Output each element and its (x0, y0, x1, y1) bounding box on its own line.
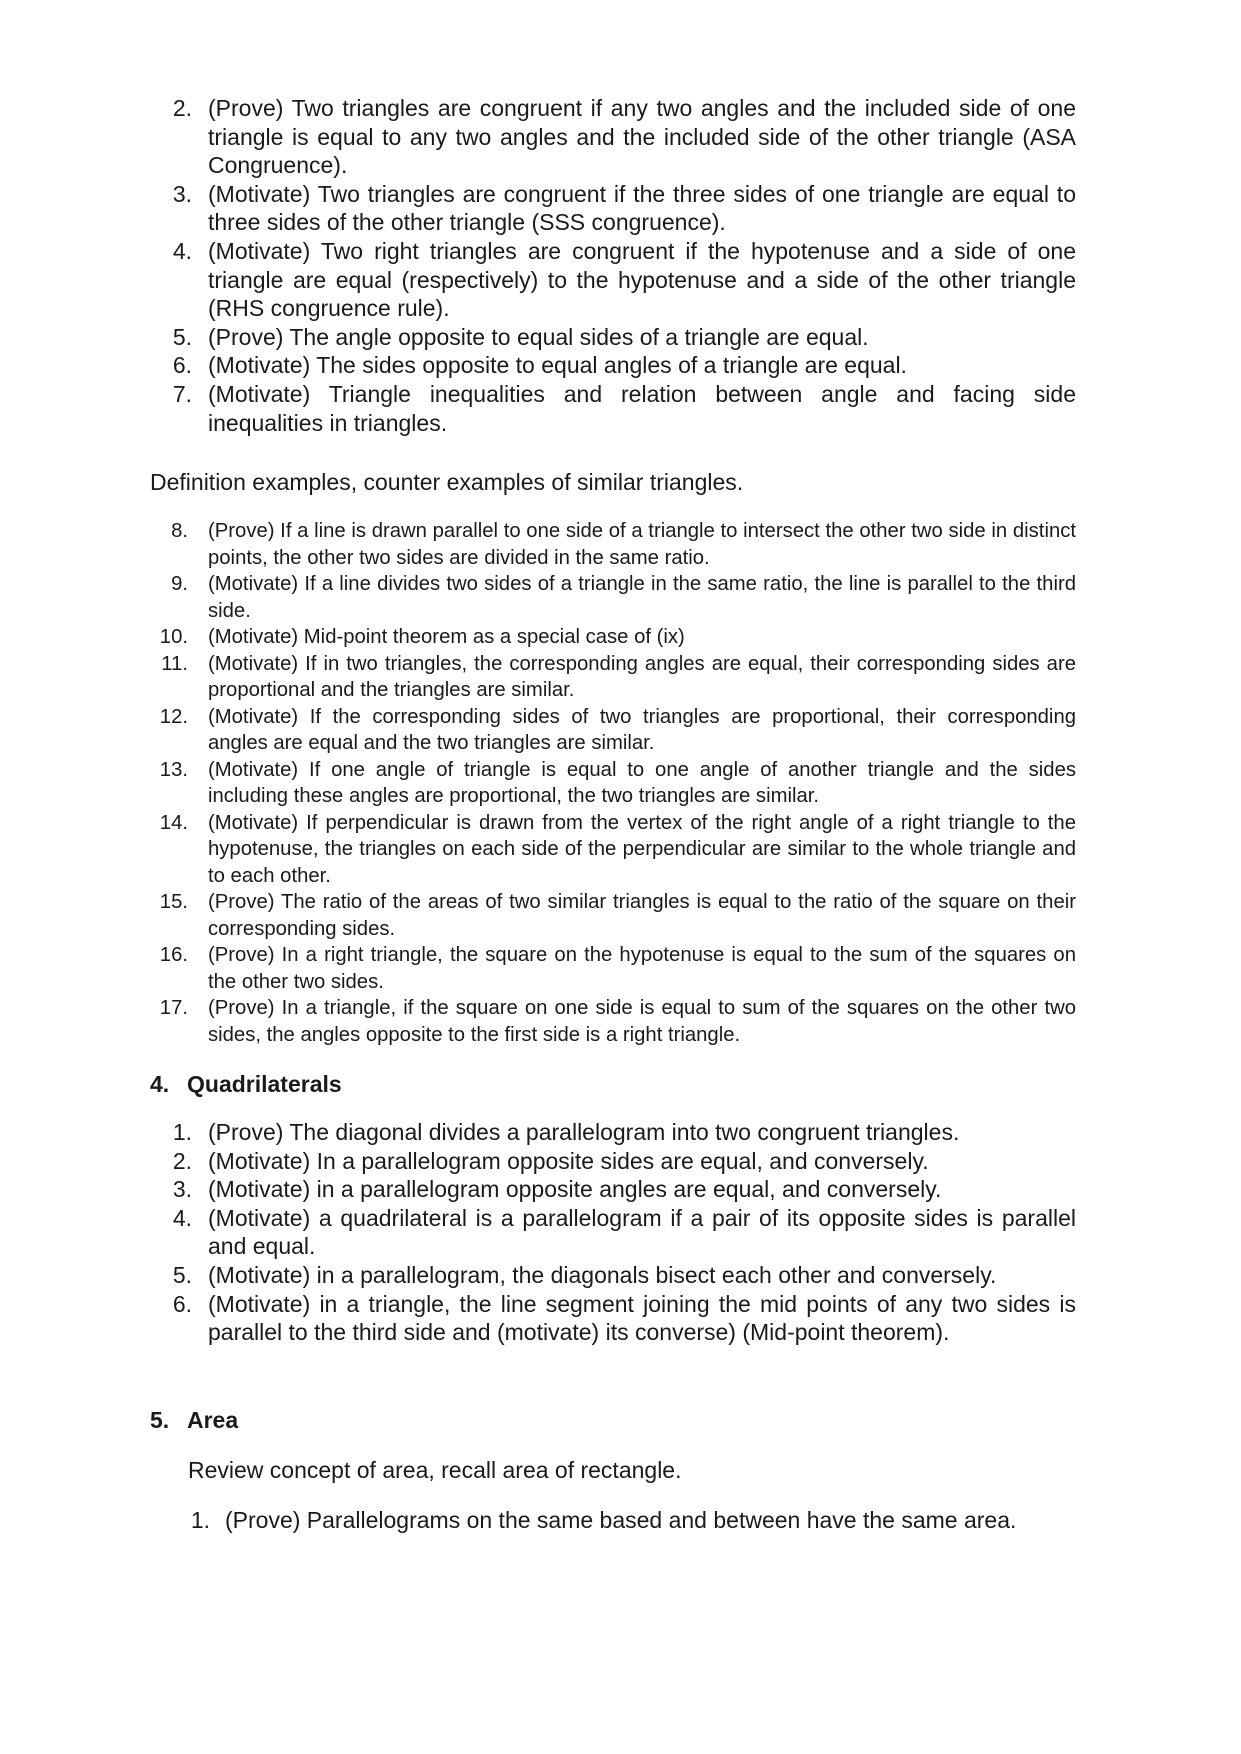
list-item (166, 1204, 1076, 1261)
list-item (158, 518, 1076, 571)
list-item (158, 624, 1076, 651)
section-number: 4. (150, 1071, 170, 1097)
list-item (158, 651, 1076, 704)
list-item (166, 1147, 1076, 1176)
item-text: (Motivate) The sides opposite to equal angles of a triangle are equal. (208, 352, 907, 379)
item-number: 17. (159, 997, 188, 1019)
item-number: 9. (171, 573, 188, 595)
list-item (166, 351, 1076, 380)
item-text: (Prove) The ratio of the areas of two similar triangles is equal to the ratio of the square on their corresponding sides. (208, 891, 1076, 940)
section-title: Area (187, 1407, 239, 1433)
item-number: 8. (171, 520, 188, 542)
list-item (158, 810, 1076, 890)
list-item (166, 323, 1076, 352)
item-text: (Motivate) a quadrilateral is a parallelogram if a pair of its opposite sides is parallel and equal. (208, 1204, 1076, 1260)
item-number: 10. (159, 626, 188, 648)
item-text: (Prove) In a triangle, if the square on one side is equal to sum of the squares on the other two sides, the angles opposite to the first side is a right triangle. (208, 997, 1076, 1046)
item-text: (Motivate) Mid-point theorem as a special case of (ix) (208, 626, 685, 648)
item-number: 3. (172, 180, 192, 207)
item-number: 5. (172, 1261, 192, 1288)
item-number: 11. (161, 652, 188, 675)
item-text: (Motivate) in a parallelogram opposite angles are equal, and conversely. (208, 1176, 942, 1203)
item-number: 7. (172, 380, 192, 407)
item-number: 15. (159, 891, 188, 913)
item-number: 2. (172, 95, 192, 121)
item-text: (Motivate) If in two triangles, the corresponding angles are equal, their corresponding sides are proportional and the triangles are similar. (208, 652, 1076, 701)
item-number: 6. (172, 1290, 192, 1317)
item-number: 5. (172, 323, 192, 350)
item-text: (Motivate) In a parallelogram opposite sides are equal, and conversely. (208, 1147, 929, 1174)
list-item (166, 237, 1076, 323)
item-number: 2. (172, 1147, 192, 1174)
item-number: 1. (190, 1507, 210, 1533)
item-text: (Prove) In a right triangle, the square on the hypotenuse is equal to the sum of the squares on the other two sides. (208, 944, 1076, 993)
list-item (185, 1506, 1076, 1535)
item-text: (Motivate) If the corresponding sides of two triangles are proportional, their corresponding angles are equal and the two triangles are similar. (208, 705, 1076, 754)
list-item (158, 942, 1076, 995)
item-text: (Prove) The angle opposite to equal sides of a triangle are equal. (208, 323, 869, 350)
item-text: (Motivate) in a triangle, the line segment joining the mid points of any two sides is parallel to the third side and (motivate) its converse) (Mid-point theorem). (208, 1290, 1076, 1346)
item-number: 14. (159, 811, 188, 834)
item-number: 3. (172, 1176, 192, 1203)
section-title: Quadrilaterals (187, 1071, 342, 1097)
item-number: 4. (172, 1204, 192, 1231)
quadrilaterals-list (166, 1118, 1076, 1347)
similar-triangles-list (158, 518, 1076, 1048)
list-item (166, 1261, 1076, 1290)
list-item (158, 889, 1076, 942)
item-text: (Motivate) If perpendicular is drawn from the vertex of the right angle of a right triangle to the hypotenuse, the triangles on each side of the perpendicular are similar to the whole triangle and to each other. (208, 811, 1076, 887)
definition-line: Definition examples, counter examples of similar triangles. (150, 469, 744, 495)
item-text: (Motivate) Two right triangles are congruent if the hypotenuse and a side of one triangle are equal (respectively) to the hypotenuse and a side of the other triangle (RHS congruence rule). (208, 237, 1076, 322)
item-number: 13. (159, 758, 188, 781)
review-line: Review concept of area, recall area of rectangle. (188, 1457, 682, 1483)
item-text: (Prove) Two triangles are congruent if any two angles and the included side of one triangle is equal to any two angles and the included side of the other triangle (ASA Congruence). (208, 95, 1076, 179)
item-number: 6. (172, 352, 192, 379)
item-text: (Prove) If a line is drawn parallel to one side of a triangle to intersect the other two side in distinct points, the other two sides are divided in the same ratio. (208, 520, 1076, 569)
list-item (166, 94, 1076, 180)
area-list (185, 1506, 1076, 1535)
list-item (158, 571, 1076, 624)
list-item (158, 757, 1076, 810)
item-number: 16. (159, 944, 188, 966)
item-number: 12. (159, 705, 188, 728)
list-item (166, 380, 1076, 437)
congruence-theorem-list (166, 94, 1076, 437)
item-text: (Prove) Parallelograms on the same based and between have the same area. (225, 1507, 1017, 1533)
list-item (158, 704, 1076, 757)
list-item (166, 1118, 1076, 1147)
list-item (166, 180, 1076, 237)
list-item (166, 1175, 1076, 1204)
item-text: (Motivate) If one angle of triangle is equal to one angle of another triangle and the sides including these angles are proportional, the two triangles are similar. (208, 758, 1076, 807)
item-number: 4. (172, 237, 192, 264)
list-item (158, 995, 1076, 1048)
section-number: 5. (150, 1407, 170, 1433)
item-number: 1. (172, 1119, 192, 1145)
item-text: (Motivate) in a parallelogram, the diagonals bisect each other and conversely. (208, 1261, 997, 1288)
item-text: (Motivate) Two triangles are congruent if the three sides of one triangle are equal to three sides of the other triangle (SSS congruence). (208, 180, 1076, 236)
item-text: (Motivate) Triangle inequalities and relation between angle and facing side inequalities in triangles. (208, 380, 1076, 436)
list-item (166, 1290, 1076, 1347)
item-text: (Motivate) If a line divides two sides of a triangle in the same ratio, the line is parallel to the third side. (208, 573, 1076, 622)
item-text: (Prove) The diagonal divides a parallelogram into two congruent triangles. (208, 1119, 960, 1145)
